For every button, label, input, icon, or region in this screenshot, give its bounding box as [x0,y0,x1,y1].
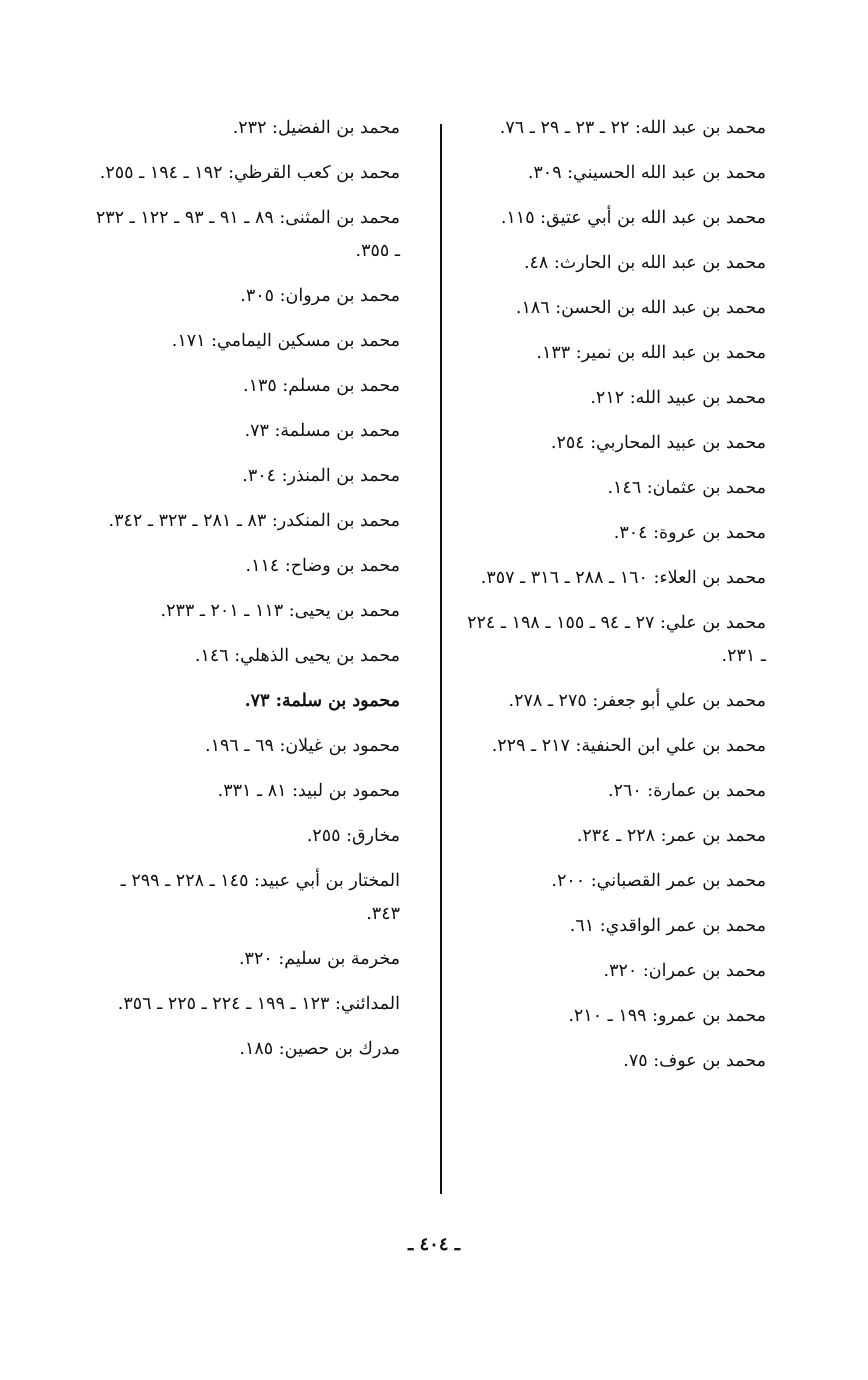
index-entry: مدرك بن حصين: ١٨٥. [239,1039,400,1059]
column-divider [440,124,442,1194]
index-entry: محمد بن المثنى: ٨٩ ـ ٩١ ـ ٩٣ ـ ١٢٢ ـ ٢٣٢ ـ ٣٥٥. [95,208,400,261]
index-column-left [92,112,400,1078]
index-entry: محمود بن غيلان: ٦٩ ـ ١٩٦. [205,736,400,756]
index-entry: محمد بن عوف: ٧٥. [623,1051,766,1071]
index-entry: محمد بن عثمان: ١٤٦. [607,478,766,498]
index-entry: محمد بن عبد الله بن نمير: ١٣٣. [536,343,766,363]
page-number: ـ ٤٠٤ ـ [407,1234,461,1255]
index-column-right [460,112,766,1090]
index-entry: محمد بن عمران: ٣٢٠. [603,961,766,981]
index-entry: محمد بن علي أبو جعفر: ٢٧٥ ـ ٢٧٨. [508,691,766,711]
index-entry: محمد بن عبد الله: ٢٢ ـ ٢٣ ـ ٢٩ ـ ٧٦. [499,118,766,138]
index-entry: محمود بن سلمة: ٧٣. [244,691,400,711]
index-entry: محمد بن عروة: ٣٠٤. [613,523,766,543]
index-entry: محمد بن مسلمة: ٧٣. [244,421,400,441]
index-entry: محمود بن لبيد: ٨١ ـ ٣٣١. [217,781,400,801]
index-entry: محمد بن عمر: ٢٢٨ ـ ٢٣٤. [576,826,766,846]
index-entry: محمد بن عمر الواقدي: ٦١. [569,916,766,936]
index-entry: مخارق: ٢٥٥. [306,826,400,846]
index-entry: المختار بن أبي عبيد: ١٤٥ ـ ٢٢٨ ـ ٢٩٩ ـ ٣٤٣. [120,871,400,924]
index-entry: محمد بن عمارة: ٢٦٠. [607,781,766,801]
index-entry: محمد بن عبد الله بن أبي عتيق: ١١٥. [500,208,766,228]
index-entry: محمد بن مسكين اليمامي: ١٧١. [171,331,400,351]
index-entry: محمد بن المنذر: ٣٠٤. [242,466,400,486]
index-entry: محمد بن يحيى: ١١٣ ـ ٢٠١ ـ ٢٣٣. [160,601,400,621]
index-entry: محمد بن عمرو: ١٩٩ ـ ٢١٠. [568,1006,766,1026]
index-entry: محمد بن وضاح: ١١٤. [245,556,400,576]
index-entry: محمد بن علي: ٢٧ ـ ٩٤ ـ ١٥٥ ـ ١٩٨ ـ ٢٢٤ ـ ٢٣١. [467,613,766,666]
index-entry: محمد بن مسلم: ١٣٥. [243,376,400,396]
index-entry: محمد بن عبد الله بن الحارث: ٤٨. [523,253,766,273]
index-entry: محمد بن العلاء: ١٦٠ ـ ٢٨٨ ـ ٣١٦ ـ ٣٥٧. [480,568,766,588]
index-entry: محمد بن عبيد الله: ٢١٢. [590,388,766,408]
index-entry: محمد بن يحيى الذهلي: ١٤٦. [194,646,400,666]
index-entry: محمد بن المنكدر: ٨٣ ـ ٢٨١ ـ ٣٢٣ ـ ٣٤٢. [108,511,400,531]
index-entry: محمد بن عبيد المحاربي: ٢٥٤. [550,433,766,453]
index-entry: محمد بن عبد الله بن الحسن: ١٨٦. [515,298,766,318]
index-entry: محمد بن كعب القرظي: ١٩٢ ـ ١٩٤ ـ ٢٥٥. [99,163,400,183]
index-entry: المدائني: ١٢٣ ـ ١٩٩ ـ ٢٢٤ ـ ٢٢٥ ـ ٣٥٦. [117,994,400,1014]
index-entry: محمد بن عمر القصباني: ٢٠٠. [551,871,766,891]
index-entry: محمد بن مروان: ٣٠٥. [240,286,400,306]
index-entry: مخرمة بن سليم: ٣٢٠. [238,949,400,969]
index-entry: محمد بن عبد الله الحسيني: ٣٠٩. [527,163,766,183]
index-entry: محمد بن علي ابن الحنفية: ٢١٧ ـ ٢٢٩. [491,736,766,756]
index-entry: محمد بن الفضيل: ٢٣٢. [232,118,400,138]
